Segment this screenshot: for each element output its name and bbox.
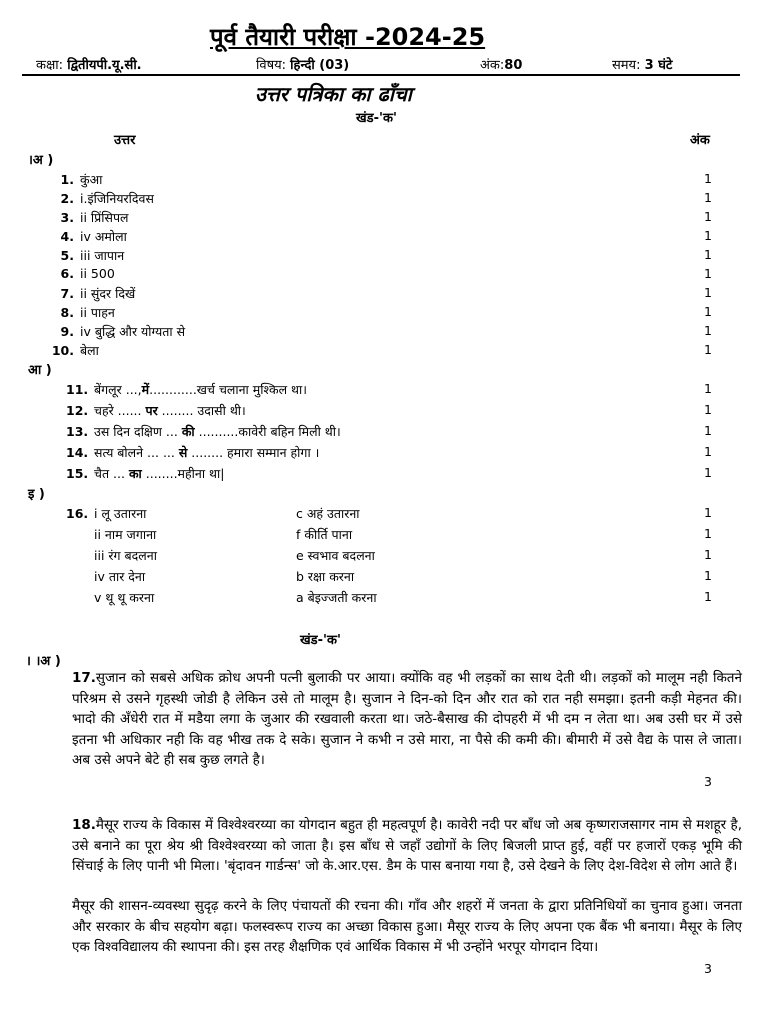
list-item: iii रंग बदलना [94,548,157,563]
mark-value: 1 [704,323,712,338]
page-title: पूर्व तैयारी परीक्षा -2024-25 [210,23,486,51]
match-right: a बेइज्जती करना [296,590,377,605]
mark-value: 1 [704,342,712,357]
list-item: 13. उस दिन दक्षिण ... की ..........कावेरी बहिन मिली थी। [66,424,341,439]
list-item: 14. सत्य बोलने ... ... से ........ हमारा सम्मान होगा । [66,445,320,460]
answer-18-continued: मैसूर की शासन-व्यवस्था सुदृढ़ करने के लिए पंचायतों की रचना की। गाँव और शहरों में जनता के द्वारा प्रतिनिधियों का चुनाव हुआ। जनता और सरकार के बीच सहयोग बढ़ा। फलस्वरूप राज्य का अच्छा विकास हुआ। मैसूर राज्य के लिए अपना एक बैंक भी बनाया। मैसूर के लिए एक विश्वविद्यालय की स्थापना की। इस तरह शैक्षणिक एवं आर्थिक विकास में भी उन्होंने भरपूर योगदान दिया। [72,898,742,956]
match-right: f कीर्ति पाना [296,527,353,542]
mark-value: 1 [704,247,712,262]
list-item: 8. ii पाहन [60,305,115,320]
section-label-iia: । ।अ ) [26,654,61,669]
marks-column-header: अंक [690,133,710,148]
class-info: कक्षा: द्वितीयपी.यू.सी. [36,58,142,73]
section-label-i: इ ) [28,487,45,502]
section-label-a: ।अ ) [28,153,54,168]
mark-value: 1 [704,304,712,319]
match-right: e स्वभाव बदलना [296,548,375,563]
list-item: 7. ii सुंदर दिखें [60,286,136,301]
mark-value: 1 [704,423,712,438]
list-item: iv तार देना [94,569,146,584]
mark-value: 1 [704,526,712,541]
list-item: 1. कुंआ [60,172,103,187]
mark-value: 1 [704,285,712,300]
answer-17: 17.सुजान को सबसे अधिक क्रोध अपनी पत्नी बुलाकी पर आया। क्योंकि वह भी लड़कों का साथ देती थी। लड़कों को मालूम नही कितने परिश्रम से उसने गृहस्थी जोडी है लेकिन उसे तो मालूम है। सुजान ने दिन-को दिन और रात को रात नही समझा। इतनी कड़ी मेहनत की। भादो की अँधेरी रात में मडैया लगा के जुआर की रखवाली करता था। जठे-बैसाख की दोपहरी में भी दम न लेता था। अब उसी घर में उसे इतना भी अधिकार नही कि वह भीख तक दे सके। सुजान ने कभी न उसे मारा, ना पैसे की कमी की। बीमारी में उसे वैद्य के पास ले जाता। अब उसे अपने बेटे ही सब कुछ लगते है। [72,670,742,769]
list-item: 9. iv बुद्धि और योग्यता से [60,324,186,339]
list-item: ii नाम जगाना [94,527,157,542]
subject-info: विषय: हिन्दी (03) [256,58,350,73]
mark-value: 1 [704,505,712,520]
mark-value: 1 [704,209,712,224]
mark-value: 1 [704,228,712,243]
list-item: 12. चहरे ...... पर ........ उदासी थी। [66,403,246,418]
mark-value: 1 [704,190,712,205]
mark-value: 1 [704,547,712,562]
list-item: v थू थू करना [94,590,155,605]
section-heading-1: खंड-'क' [356,111,397,126]
list-item: 15. चैत ... का ........महीना था| [66,466,225,481]
mark-value: 1 [704,589,712,604]
match-right: c अहं उतारना [296,506,360,521]
marks-info: अंक:80 [480,58,523,73]
mark-value: 1 [704,381,712,396]
list-item: 16. i लू उतारना [66,506,147,521]
mark-value: 3 [704,774,712,789]
list-item: 4. iv अमोला [60,229,127,244]
mark-value: 1 [704,171,712,186]
mark-value: 1 [704,266,712,281]
mark-value: 1 [704,568,712,583]
list-item: 10. बेला [51,343,99,358]
list-item: 5. iii जापान [60,248,125,263]
answer-18: 18.मैसूर राज्य के विकास में विश्वेश्वरय्या का योगदान बहुत ही महत्वपूर्ण है। कावेरी नदी पर बाँध जो अब कृष्णराजसागर नाम से मशहूर है, उसे बनाने का पूरा श्रेय श्री विश्वेश्वरय्या को जाता है। इस बाँध से जहाँ उद्योगों के लिए बिजली प्राप्त हुई, वहीं पर हजारों एकड़ भूमि की सिंचाई के लिए पानी भी मिला। 'बृंदावन गार्डन्स' जो के.आर.एस. डैम के पास बनाया गया है, उसे देखने के लिए देश-विदेश से लोग आते हैं। [72,817,742,875]
mark-value: 1 [704,402,712,417]
list-item: 2. i.इंजिनियरदिवस [60,191,154,206]
answer-column-header: उत्तर [114,133,136,148]
mark-value: 1 [704,444,712,459]
subtitle: उत्तर पत्रिका का ढाँचा [255,82,412,106]
mark-value: 1 [704,465,712,480]
list-item: 6. ii 500 [60,266,115,281]
section-label-aa: आ ) [28,363,52,378]
list-item: 3. ii प्रिंसिपल [60,210,129,225]
list-item: 11. बेंगलूर ...,में............खर्च चलाना मुश्किल था। [66,382,307,397]
section-heading-2: खंड-'क' [300,633,341,648]
header-divider [22,74,740,76]
match-right: b रक्षा करना [296,569,355,584]
mark-value: 3 [704,961,712,976]
time-info: समय: 3 घंटे [612,58,673,73]
